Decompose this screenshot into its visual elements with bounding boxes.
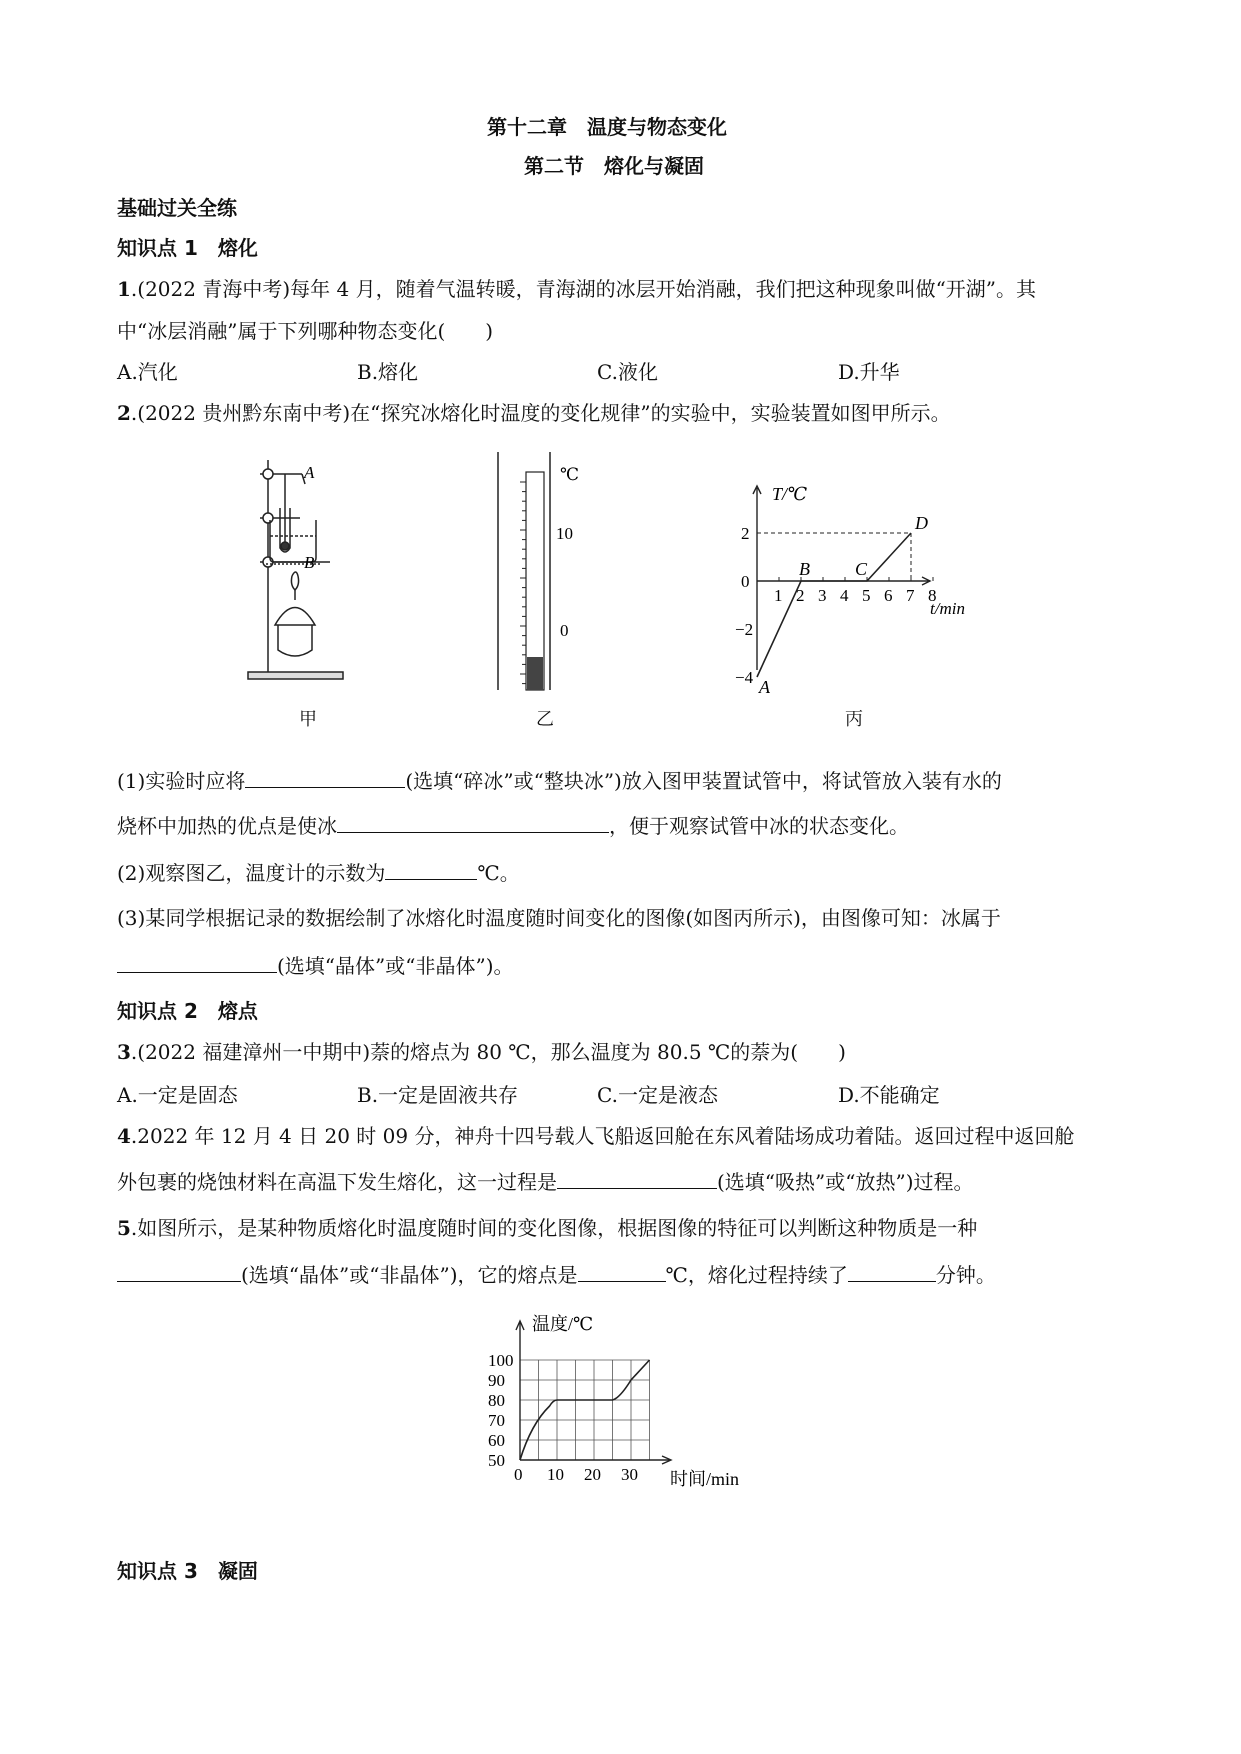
graph-bing-x-tick: 7	[906, 586, 915, 605]
q5-number: 5	[117, 1216, 131, 1240]
melting-chart-y-tick: 80	[488, 1391, 505, 1410]
graph-bing-xlabel: t/min	[930, 599, 965, 618]
knowledge-point-2: 知识点 2 熔点	[117, 999, 258, 1023]
q1-option-d: D.升华	[838, 360, 900, 384]
melting-chart-y-tick: 50	[488, 1451, 505, 1470]
melting-chart-xlabel: 时间/min	[670, 1469, 740, 1489]
graph-bing-y-tick: −2	[735, 620, 754, 639]
figure-apparatus	[240, 450, 360, 690]
caption-yi: 乙	[536, 709, 554, 730]
section-title: 第二节 熔化与凝固	[524, 154, 704, 178]
q2-sub1-line2	[117, 810, 909, 839]
melting-chart-x-tick: 20	[584, 1465, 601, 1484]
q2-sub1-line1	[117, 765, 1002, 794]
q1-option-a: A.汽化	[117, 360, 178, 384]
practice-title: 基础过关全练	[117, 196, 237, 220]
q2-sub1-blank-1[interactable]	[245, 767, 405, 788]
graph-bing-x-tick: 4	[840, 586, 849, 605]
graph-bing-ylabel: T/℃	[772, 484, 808, 504]
q2-sub1-line2-pre: 烧杯中加热的优点是使冰	[117, 814, 337, 838]
q2-sub2-pre: (2)观察图乙，温度计的示数为	[117, 861, 386, 885]
melting-chart-plot	[488, 1321, 671, 1484]
graph-bing-plot	[735, 486, 937, 697]
q1-line1	[117, 273, 1036, 302]
q2-text-1: .(2022 贵州黔东南中考)在“探究冰熔化时温度的变化规律”的实验中，实验装置如图甲所示。	[130, 401, 951, 425]
stand-base	[248, 672, 343, 679]
melting-chart-y-tick: 70	[488, 1411, 505, 1430]
q1-line2: 中“冰层消融”属于下列哪种物态变化( )	[117, 319, 494, 343]
melting-chart-x-tick: 30	[621, 1465, 638, 1484]
q2-sub3-post: (选填“晶体”或“非晶体”)。	[277, 954, 514, 978]
q4-line2-pre: 外包裹的烧蚀材料在高温下发生熔化，这一过程是	[117, 1170, 557, 1194]
q1-text-1: .(2022 青海中考)每年 4 月，随着气温转暖，青海湖的冰层开始消融，我们把这种现象叫做“开湖”。其	[130, 277, 1037, 301]
q3-option-a: A.一定是固态	[117, 1083, 238, 1107]
caption-bing: 丙	[845, 709, 863, 730]
q2-sub2	[117, 857, 520, 886]
thermometer-tick-0: 0	[560, 621, 569, 640]
q2-number: 2	[117, 401, 131, 425]
graph-bing-point-label: D	[915, 513, 928, 533]
q2-sub1-blank-2[interactable]	[337, 812, 609, 833]
q3-number: 3	[117, 1040, 131, 1064]
thermometer-tick-10: 10	[556, 524, 573, 543]
q5-line2-c: 分钟。	[935, 1263, 996, 1287]
graph-bing-y-tick: 2	[741, 524, 750, 543]
q5-blank-1[interactable]	[117, 1261, 241, 1282]
thermometer-unit: ℃	[560, 465, 580, 484]
q4-line2-post: (选填“吸热”或“放热”)过程。	[717, 1170, 974, 1194]
chapter-title: 第十二章 温度与物态变化	[487, 115, 727, 139]
q2-line1	[117, 397, 951, 426]
graph-bing-point-label: C	[855, 559, 868, 579]
knowledge-point-3: 知识点 3 凝固	[117, 1559, 258, 1583]
q3-option-b: B.一定是固液共存	[357, 1083, 519, 1107]
q2-sub1-mid: (选填“碎冰”或“整块冰”)放入图甲装置试管中，将试管放入装有水的	[405, 769, 1002, 793]
graph-bing-x-tick: 6	[884, 586, 893, 605]
mercury-column	[527, 657, 543, 690]
melting-chart-y-tick: 100	[488, 1351, 514, 1370]
graph-bing-y-tick: 0	[741, 572, 750, 591]
knowledge-point-1: 知识点 1 熔化	[117, 236, 258, 260]
q1-number: 1	[117, 277, 131, 301]
q5-blank-3[interactable]	[848, 1261, 936, 1282]
melting-chart-y-tick: 60	[488, 1431, 505, 1450]
melting-chart-ylabel: 温度/℃	[532, 1314, 594, 1334]
apparatus-label-a: A	[304, 463, 315, 482]
q2-sub1-line2-post: ，便于观察试管中冰的状态变化。	[609, 814, 909, 838]
q1-option-b: B.熔化	[357, 360, 419, 384]
q5-blank-2[interactable]	[578, 1261, 666, 1282]
figure-melting-chart	[480, 1310, 760, 1500]
graph-bing-x-tick: 1	[774, 586, 783, 605]
caption-jia: 甲	[299, 709, 317, 730]
q4-text-1: .2022 年 12 月 4 日 20 时 09 分，神舟十四号载人飞船返回舱在东风着陆场成功着陆。返回过程中返回舱	[130, 1124, 1075, 1148]
graph-bing-x-tick: 2	[796, 586, 805, 605]
figure-thermometer	[490, 452, 600, 692]
q3-text-1: .(2022 福建漳州一中期中)萘的熔点为 80 ℃，那么温度为 80.5 ℃的萘为( )	[130, 1040, 846, 1064]
q2-sub1-pre: (1)实验时应将	[117, 769, 246, 793]
burner-body	[275, 608, 315, 626]
q3-option-d: D.不能确定	[838, 1083, 940, 1107]
q2-sub3-line2	[117, 950, 514, 979]
graph-bing-x-tick: 8	[928, 586, 937, 605]
figure-graph-bing	[720, 478, 1000, 698]
graph-bing-point-label: A	[759, 677, 770, 697]
q2-sub2-post: ℃。	[477, 861, 520, 885]
apparatus-label-b: B	[304, 553, 315, 572]
flame	[291, 572, 298, 590]
q5-line2-a: (选填“晶体”或“非晶体”)，它的熔点是	[241, 1263, 578, 1287]
melting-chart-series-line	[520, 1360, 650, 1460]
q2-sub3-line1: (3)某同学根据记录的数据绘制了冰熔化时温度随时间变化的图像(如图丙所示)，由图像可知：冰属于	[117, 906, 1001, 930]
q3-option-c: C.一定是液态	[597, 1083, 718, 1107]
melting-chart-x-tick: 10	[547, 1465, 564, 1484]
q5-text-1: .如图所示，是某种物质熔化时温度随时间的变化图像，根据图像的特征可以判断这种物质是一种	[130, 1216, 978, 1240]
graph-bing-series-line	[757, 533, 911, 677]
graph-bing-x-tick: 3	[818, 586, 827, 605]
graph-bing-y-tick: −4	[735, 668, 754, 687]
melting-chart-x-tick: 0	[514, 1465, 523, 1484]
q2-sub2-blank[interactable]	[385, 859, 477, 880]
graph-bing-point-label: B	[799, 559, 810, 579]
q5-line2-b: ℃，熔化过程持续了	[665, 1263, 848, 1287]
q4-blank[interactable]	[557, 1168, 717, 1189]
melting-chart-y-tick: 90	[488, 1371, 505, 1390]
q2-sub3-blank[interactable]	[117, 952, 277, 973]
q4-number: 4	[117, 1124, 131, 1148]
graph-bing-x-tick: 5	[862, 586, 871, 605]
q1-option-c: C.液化	[597, 360, 658, 384]
